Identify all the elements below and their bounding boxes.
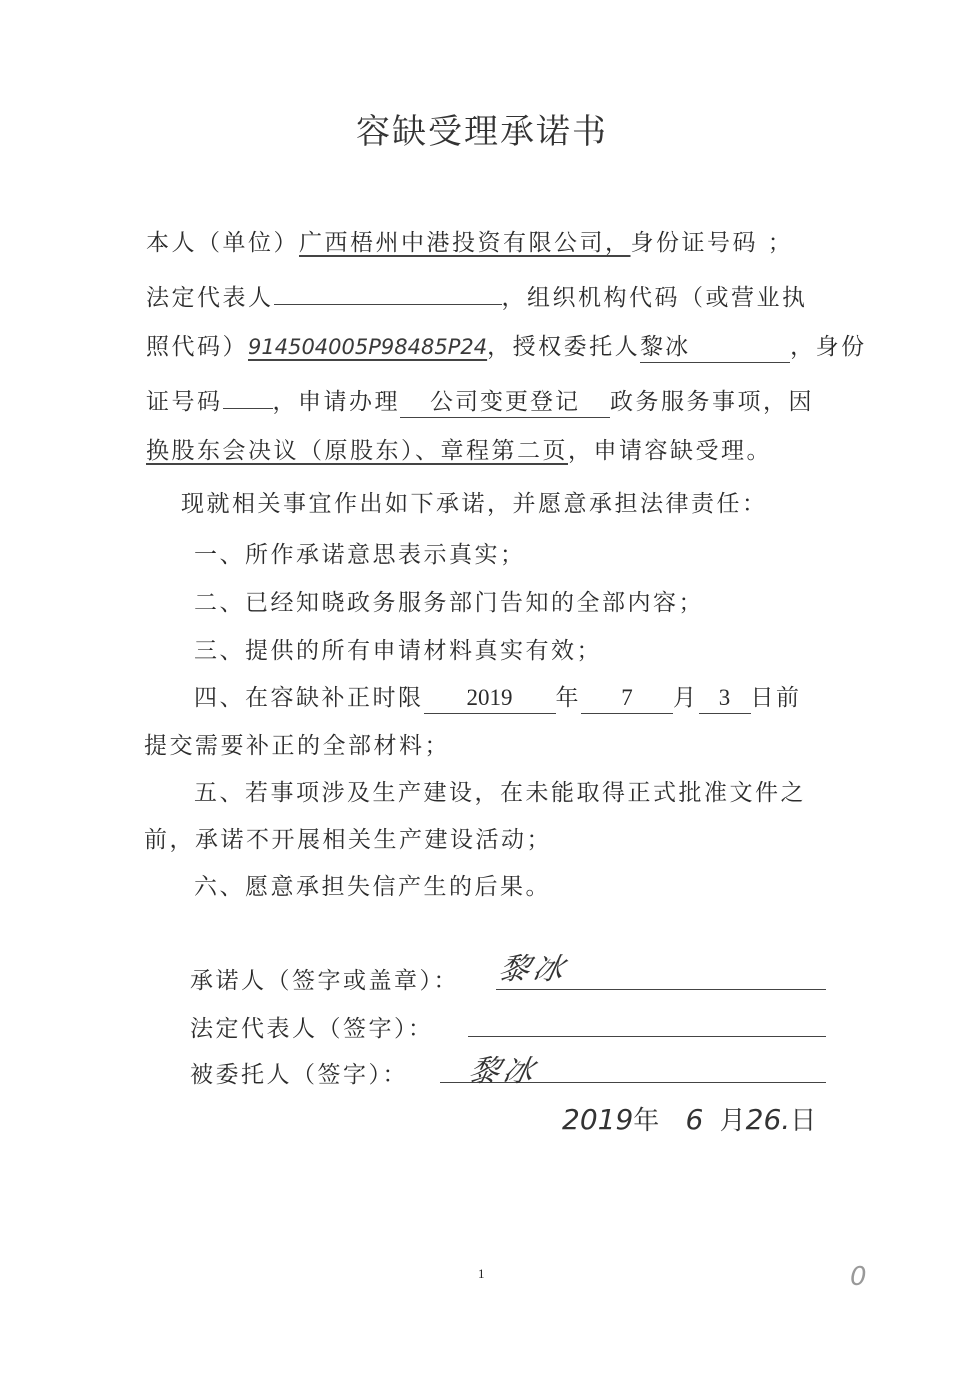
matter-suffix: 政务服务事项，因 <box>610 389 814 415</box>
promisor-signature: 黎冰 <box>495 952 571 987</box>
sign-date-month: 6 <box>685 1103 704 1136</box>
commitment-intro: 现就相关事宜作出如下承诺，并愿意承担法律责任： <box>181 491 768 517</box>
unit-label: 本人（单位） <box>146 230 299 256</box>
year-label: 年 <box>555 685 581 711</box>
org-code-field: 914504005P98485P24 <box>248 335 488 359</box>
promisor-label: 承诺人（签字或盖章）： <box>190 968 459 994</box>
org-code-label: ，组织机构代码（或营业执 <box>501 285 808 311</box>
id-number-label: 身份证号码 ； <box>630 230 794 256</box>
agent-name-field: 黎冰 <box>640 332 790 363</box>
agent-sign-label: 被委托人（签字）： <box>190 1062 408 1088</box>
id-label: ，身份 <box>790 334 867 360</box>
commitment-deadline-line2: 提交需要补正的全部材料； <box>144 733 450 759</box>
commitment-item: 六、愿意承担失信产生的后果。 <box>194 874 551 900</box>
commitment-deadline-line <box>194 683 802 714</box>
page-number: 1 <box>478 1266 485 1281</box>
sign-date-day: 26. <box>745 1103 791 1136</box>
org-code-label-cont: 照代码） <box>146 334 248 360</box>
id-number-label-cont: 证号码 <box>146 389 223 415</box>
sign-date <box>562 1100 816 1137</box>
legal-rep-field <box>274 280 502 305</box>
commitment-item: 二、已经知晓政务服务部门告知的全部内容； <box>194 590 704 616</box>
promisor-signature-line <box>496 989 826 990</box>
deadline-year-field: 2019 <box>424 683 556 714</box>
reason-suffix: ，申请容缺受理。 <box>568 438 772 464</box>
unit-name-field: 广西梧州中港投资有限公司， <box>299 230 631 256</box>
legal-rep-line <box>146 280 808 313</box>
reason-line <box>146 436 772 466</box>
handwritten-page-mark: 0 <box>850 1262 867 1292</box>
commitment-item: 五、若事项涉及生产建设，在未能取得正式批准文件之 <box>194 780 806 806</box>
matter-field: 公司变更登记 <box>400 387 610 418</box>
month-label: 月 <box>673 685 699 711</box>
deadline-label: 四、在容缺补正时限 <box>194 685 424 711</box>
sign-date-day-label: 日 <box>790 1106 817 1136</box>
legal-rep-signature-line <box>468 1036 826 1037</box>
agent-id-field <box>223 384 273 409</box>
sign-date-month-label: 月 <box>719 1106 746 1136</box>
legal-rep-label: 法定代表人 <box>146 285 274 311</box>
legal-rep-sign-label: 法定代表人（签字）： <box>190 1016 434 1042</box>
deadline-day-field: 3 <box>699 683 751 714</box>
day-label: 日前 <box>750 685 802 711</box>
matter-line <box>146 384 814 418</box>
unit-line <box>146 228 793 258</box>
sign-date-year: 2019 <box>562 1103 634 1136</box>
deadline-month-field: 7 <box>581 683 673 714</box>
reason-field: 换股东会决议（原股东）、章程第二页 <box>146 438 568 464</box>
agent-label: ，授权委托人 <box>487 334 641 360</box>
agent-signature: 黎冰 <box>465 1054 541 1089</box>
commitment-item-cont: 前，承诺不开展相关生产建设活动； <box>144 827 552 853</box>
page-title: 容缺受理承诺书 <box>356 112 608 152</box>
sign-date-year-label: 年 <box>633 1106 660 1136</box>
org-code-line <box>146 332 867 363</box>
commitment-item: 三、提供的所有申请材料真实有效； <box>194 638 602 664</box>
apply-label: ，申请办理 <box>272 389 400 415</box>
commitment-item: 一、所作承诺意思表示真实； <box>194 542 526 568</box>
